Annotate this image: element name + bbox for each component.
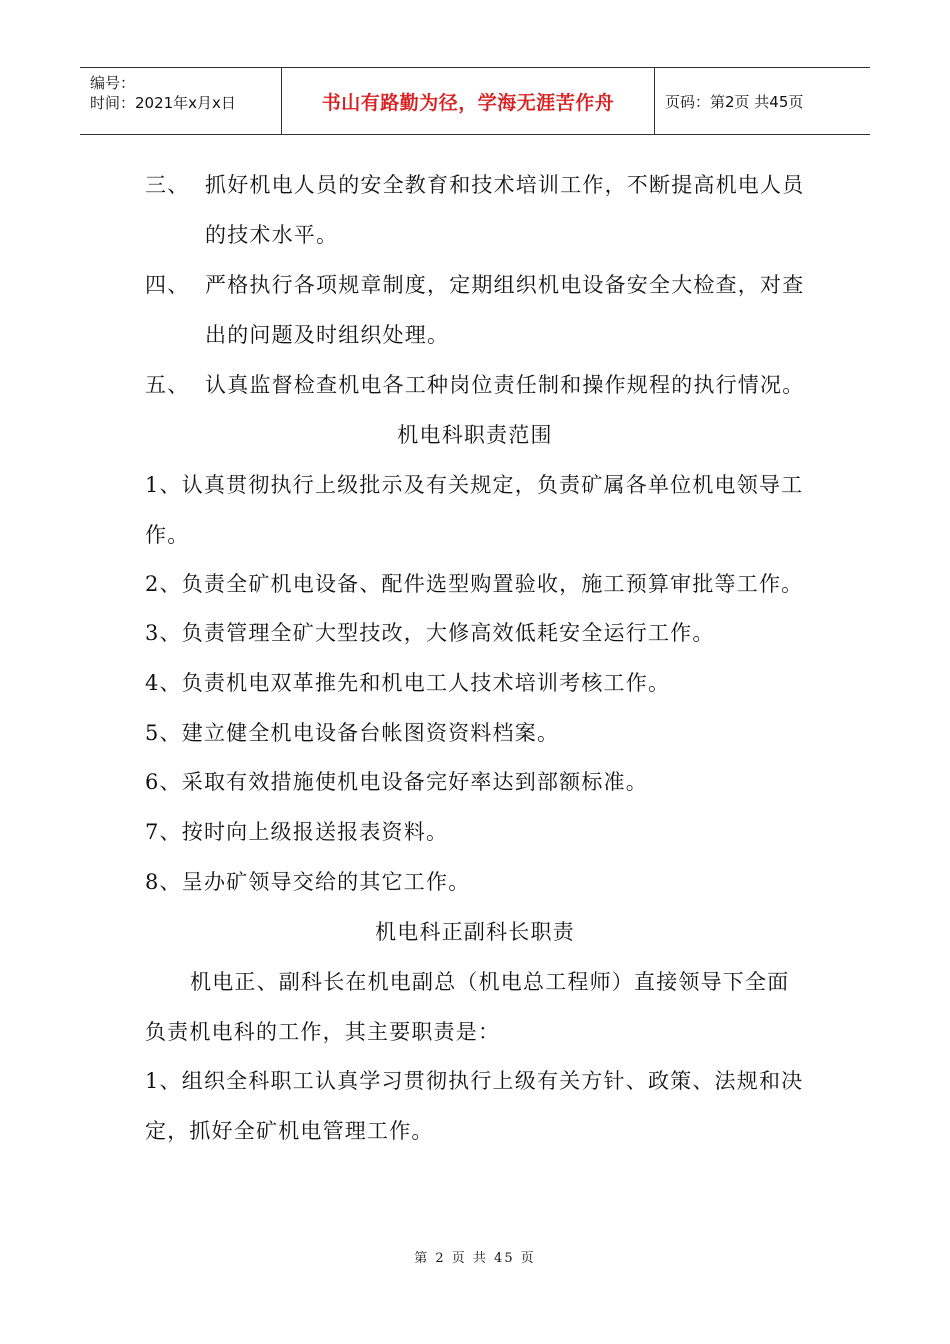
item-text: 严格执行各项规章制度，定期组织机电设备安全大检查，对查: [205, 273, 805, 297]
list-item: 1、组织全科职工认真学习贯彻执行上级有关方针、政策、法规和决: [145, 1069, 804, 1093]
item-number: 四、: [145, 273, 190, 297]
list-item: 4、负责机电双革推先和机电工人技术培训考核工作。: [145, 671, 671, 695]
list-item-continuation: 的技术水平。: [205, 223, 339, 247]
header-meta-cell: [80, 68, 282, 134]
time-label: 时间：2021年x月x日: [90, 94, 236, 112]
page-info: 页码：第2页 共45页: [665, 92, 804, 111]
list-item: [145, 373, 804, 397]
list-item: 6、采取有效措施使机电设备完好率达到部额标准。: [145, 770, 648, 794]
motto-text: 书山有路勤为径，学海无涯苦作舟: [321, 91, 615, 114]
list-item: 5、建立健全机电设备台帐图资资料档案。: [145, 721, 560, 745]
list-item: 7、按时向上级报送报表资料。: [145, 820, 449, 844]
item-number: 三、: [145, 173, 190, 197]
code-label: 编号：: [90, 74, 136, 92]
list-item: [145, 273, 804, 297]
header-page-cell: [655, 68, 870, 134]
list-item: 2、负责全矿机电设备、配件选型购置验收，施工预算审批等工作。: [145, 572, 804, 596]
paragraph-text: 机电正、副科长在机电副总（机电总工程师）直接领导下全面: [190, 970, 790, 994]
list-item: 8、呈办矿领导交给的其它工作。: [145, 870, 471, 894]
list-item-continuation: 出的问题及时组织处理。: [205, 323, 450, 347]
item-number: 五、: [145, 373, 190, 397]
list-item: 1、认真贯彻执行上级批示及有关规定，负责矿属各单位机电领导工: [145, 473, 804, 497]
item-text: 抓好机电人员的安全教育和技术培训工作，不断提高机电人员: [205, 173, 805, 197]
section-title: 机电科正副科长职责: [375, 920, 575, 944]
page-header: [80, 67, 870, 135]
paragraph-text: 负责机电科的工作，其主要职责是：: [145, 1020, 501, 1044]
list-item: [145, 173, 804, 197]
list-item-continuation: 作。: [145, 523, 190, 547]
page-footer: 第 2 页 共 45 页: [414, 1251, 536, 1266]
list-item-continuation: 定，抓好全矿机电管理工作。: [145, 1119, 434, 1143]
header-motto-cell: [282, 68, 655, 134]
section-title: 机电科职责范围: [397, 423, 553, 447]
item-text: 认真监督检查机电各工种岗位责任制和操作规程的执行情况。: [205, 373, 805, 397]
list-item: 3、负责管理全矿大型技改，大修高效低耗安全运行工作。: [145, 621, 715, 645]
